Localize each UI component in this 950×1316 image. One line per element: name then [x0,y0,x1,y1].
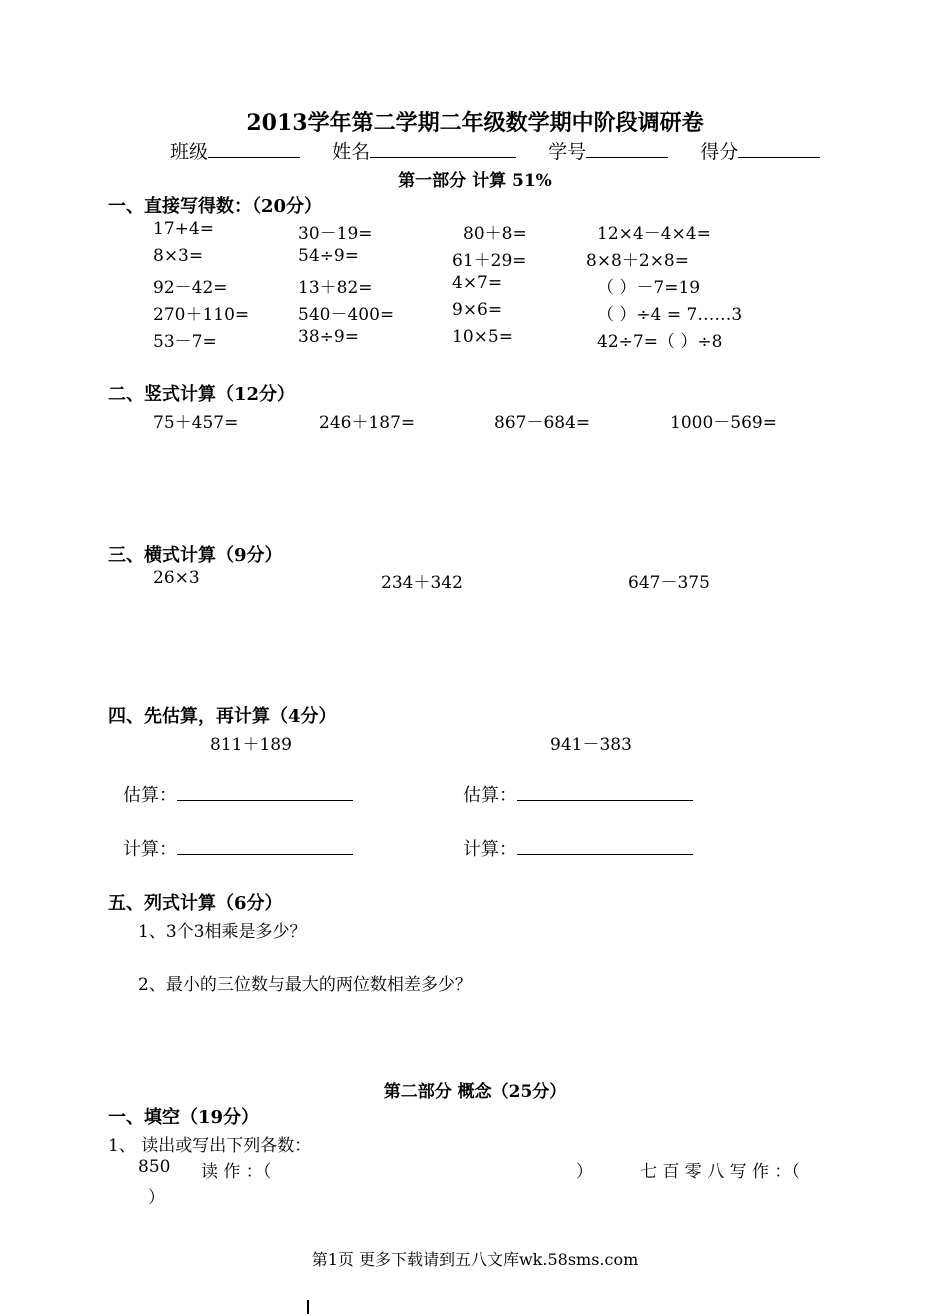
expr-r4c2: 540－400= [298,305,395,325]
class-blank [208,139,300,158]
id-blank [586,139,668,158]
calc-answer-2 [463,835,693,861]
vertical-calc-1: 75＋457= [153,413,239,433]
name-label: 姓名 [332,141,371,163]
calc-answer-1 [123,835,353,861]
page-title: 2013学年第二学期二年级数学期中阶段调研卷 [246,110,704,136]
part1-heading: 第一部分 计算 51% [398,171,552,191]
estimate-blank [517,784,693,801]
horizontal-calc-2: 234＋342 [381,573,463,593]
section2-heading: 二、竖式计算（12分） [108,384,296,405]
part2-section1-heading: 一、填空（19分） [108,1107,260,1128]
vertical-calc-2: 246＋187= [319,413,416,433]
expr-r3c3: 4×7= [452,273,503,293]
expr-r5c1: 53－7= [153,332,217,352]
estimate-label: 估算： [463,785,517,806]
calc-blank [177,838,353,855]
section3-heading: 三、横式计算（9分） [108,545,283,566]
class-label: 班级 [170,141,209,163]
estimate-answer-2 [463,781,693,807]
expr-r1c2: 30－19= [298,224,373,244]
write-as-close: ） [148,1188,165,1208]
estimate-blank [177,784,353,801]
text-cursor [307,1300,309,1314]
section4-heading: 四、先估算，再计算（4分） [108,706,337,727]
write-as-label: 七 百 零 八 写 作 ：（ [640,1162,800,1182]
part2-heading: 第二部分 概念（25分） [383,1082,567,1102]
horizontal-calc-3: 647－375 [628,573,710,593]
horizontal-calc-1: 26×3 [153,568,200,588]
expr-r2c4: 8×8＋2×8= [586,251,689,271]
vertical-calc-4: 1000－569= [670,413,777,433]
student-info-row [170,137,820,164]
expr-r3c2: 13＋82= [298,278,373,298]
expr-r5c4: 42÷7=（ ）÷8 [597,332,723,352]
expr-r5c3: 10×5= [452,327,513,347]
expr-r3c4: （ ）－7=19 [597,278,701,298]
fill-question-1: 1、 读出或写出下列各数： [108,1136,312,1156]
id-label: 学号 [548,141,587,163]
read-as-close: ） [576,1162,593,1182]
expr-r2c3: 61＋29= [452,251,527,271]
estimate-answer-1 [123,781,353,807]
read-as-label: 读 作 ：（ [201,1162,272,1182]
expr-r4c4: （ ）÷4 = 7……3 [597,305,743,325]
expr-r1c1: 17+4= [153,219,214,239]
expr-r3c1: 92－42= [153,278,228,298]
number-850: 850 [138,1157,171,1177]
expr-r5c2: 38÷9= [298,327,359,347]
score-label: 得分 [700,141,739,163]
expr-r1c4: 12×4－4×4= [597,224,711,244]
estimate-calc-2: 941－383 [550,735,632,755]
vertical-calc-3: 867－684= [494,413,591,433]
estimate-label: 估算： [123,785,177,806]
score-blank [738,139,820,158]
calc-label: 计算： [463,839,517,860]
page-footer: 第1页 更多下载请到五八文库wk.58sms.com [311,1250,639,1269]
expr-r4c1: 270＋110= [153,305,250,325]
section1-heading: 一、直接写得数：（20分） [108,196,323,217]
estimate-calc-1: 811＋189 [210,735,292,755]
expr-r2c2: 54÷9= [298,246,359,266]
expr-r2c1: 8×3= [153,246,204,266]
name-blank [370,139,516,158]
word-problem-1: 1、3个3相乘是多少？ [138,922,307,942]
expr-r4c3: 9×6= [452,300,503,320]
calc-label: 计算： [123,839,177,860]
expr-r1c3: 80＋8= [463,224,527,244]
calc-blank [517,838,693,855]
section5-heading: 五、列式计算（6分） [108,893,283,914]
word-problem-2: 2、最小的三位数与最大的两位数相差多少？ [138,975,472,995]
